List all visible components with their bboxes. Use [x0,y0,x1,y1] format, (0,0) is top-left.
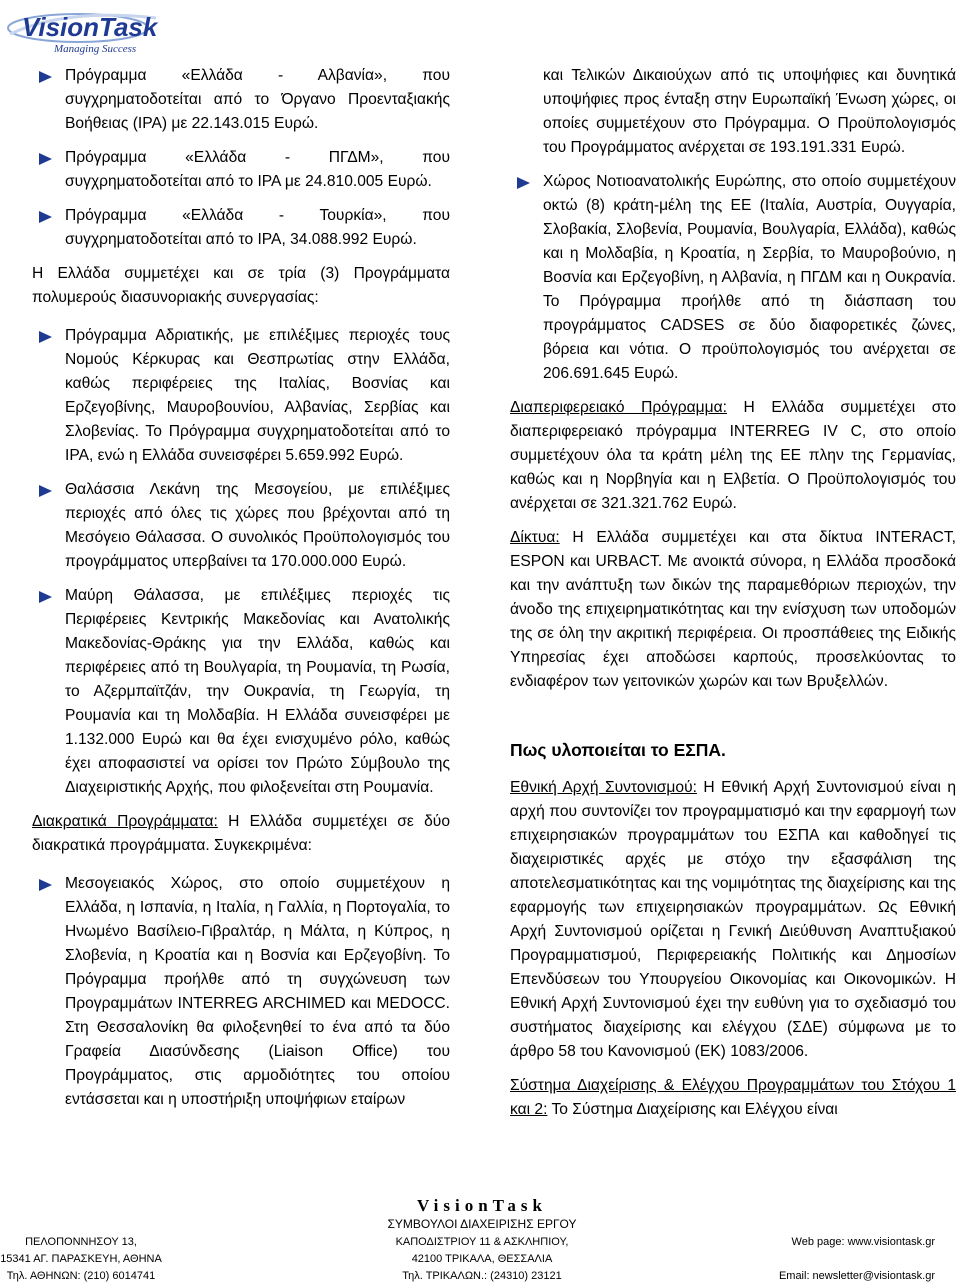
logo-tagline: Managing Success [54,43,137,55]
footer-line: 15341 ΑΓ. ΠΑΡΑΣΚΕΥΗ, ΑΘΗΝΑ [0,1253,162,1265]
section-label: Σύστημα Διαχείρισης & Ελέγχου Προγραμμάτων του Στόχου 1 και 2: [510,1077,956,1118]
footer-brand-subtitle: ΣΥΜΒΟΥΛΟΙ ΔΙΑΧΕΙΡΙΣΗΣ ΕΡΓΟΥ [387,1217,577,1231]
footer-line: ΠΕΛΟΠΟΝΝΗΣΟΥ 13, [25,1236,137,1248]
paragraph: Η Ελλάδα συμμετέχει και σε τρία (3) Προγράμματα πολυμερούς διασυνοριακής συνεργασίας: [32,265,450,306]
arrow-bullet-icon [517,177,530,189]
footer-web: Web page: www.visiontask.gr [791,1236,935,1248]
bullet-text: Μεσογειακός Χώρος, στο οποίο συμμετέχουν η Ελλάδα, η Ισπανία, η Ιταλία, η Γαλλία, η Πορτογαλία, το Ηνωμένο Βασίλειο-Γιβραλτάρ, η Μάλτα, η Κύπρος, η Σλοβενία, η Κροατία και η Βοσνία και Ερζεγοβίνη. Το Πρόγραμμα προήλθε από τη συγχώνευση των Προγραμμάτων INTERREG ARCHIMED και MEDOCC. Στη Θεσσαλονίκη θα φιλοξενηθεί το ένα από τα δύο Γραφεία Διασύνδεσης (Liaison Office) του Προγράμματος, στις αρμοδιότητες του οποίου εντάσσεται και η υποστήριξη υποψήφιων εταίρων [65,875,450,1108]
arrow-bullet-icon [39,879,52,891]
company-logo [6,4,166,62]
paragraph-text: Η Εθνική Αρχή Συντονισμού είναι η αρχή που συντονίζει τον προγραμματισμό και την εφαρμογή των επιχειρησιακών προγραμμάτων του ΕΣΠΑ και καθοδηγεί τις διαχειριστικές αρχές με στόχο την εξασφάλιση της αποτελεσματικότητας και της νομιμότητας της διαχείρισης και της εφαρμογής των επιχειρησιακών προγραμμάτων. Ως Εθνική Αρχή Συντονισμού ορίζεται η Γενική Διεύθυνση Αναπτυξιακού Προγραμματισμού, Περιφερειακής Πολιτικής και Δημοσίων Επενδύσεων του Υπουργείου Οικονομίας και Οικονομικών. Η Εθνική Αρχή Συντονισμού έχει την ευθύνη για το σχεδιασμό του συστήματος διαχείρισης και ελέγχου (ΣΔΕ) σύμφωνα με το άρθρο 58 του Κανονισμού (ΕΚ) 1083/2006. [510,779,956,1060]
bullet-item [32,146,450,194]
paragraph [510,396,956,516]
bullet-item [32,64,450,136]
arrow-bullet-icon [39,211,52,223]
arrow-bullet-icon [39,591,52,603]
section-label: Διαπεριφερειακό Πρόγραμμα: [510,399,727,416]
paragraph [510,776,956,1064]
footer-line: 42100 ΤΡΙΚΑΛΑ, ΘΕΣΣΑΛΙΑ [411,1253,553,1265]
bullet-item [32,324,450,468]
bullet-text: Πρόγραμμα Αδριατικής, με επιλέξιμες περιοχές τους Νομούς Κέρκυρας και Θεσπρωτίας στην Ελλάδα, καθώς περιφέρειες της Ιταλίας, Βοσνίας και Ερζεγοβίνης, Μαυροβουνίου, Αλβανίας, Σερβίας και Σλοβενίας. Το Πρόγραμμα συγχρηματοδοτείται από το IPA, ενώ η Ελλάδα συνεισφέρει 5.659.992 Ευρώ. [65,327,450,464]
section-label: Εθνική Αρχή Συντονισμού: [510,779,697,796]
bullet-item [32,584,450,800]
footer-address-athens [0,1234,162,1285]
footer-line: Τηλ. ΑΘΗΝΩΝ: (210) 6014741 [6,1270,156,1282]
section-label: Δίκτυα: [510,529,560,546]
paragraph [510,1074,956,1122]
arrow-bullet-icon [39,153,52,165]
arrow-bullet-icon [39,485,52,497]
bullet-text: Θαλάσσια Λεκάνη της Μεσογείου, με επιλέξιμες περιοχές από όλες τις χώρες που βρέχονται από τη Μεσόγειο Θάλασσα. Ο συνολικός Προϋπολογισμός του προγράμματος υπερβαίνει τα 170.000.000 Ευρώ. [65,481,450,570]
paragraph-text: Η Ελλάδα συμμετέχει και στα δίκτυα INTERACT, ESPON και URBACT. Με ανοικτά σύνορα, η Ελλάδα προσδοκά και την ανάπτυξη των δικών της παραμεθόριων περιοχών, την άνοδο της επιχειρηματικότητας και την ενίσχυση των υποδομών της σε όλη την ακριτική περιφέρεια. Οι προσπάθειες της Ειδικής Υπηρεσίας έχει αποδώσει καρπούς, προσελκύοντας το ενδιαφέρον των γειτονικών χωρών και των Βρυξελλών. [510,529,956,690]
bullet-text: και Τελικών Δικαιούχων από τις υποψήφιες και δυνητικά υποψήφιες προς ένταξη στην Ευρωπαϊκή Ένωση χώρες, οι οποίες συμμετέχουν στο Πρόγραμμα. Ο Προϋπολογισμός του Προγράμματος ανέρχεται σε 193.191.331 Ευρώ. [543,67,956,156]
page-footer [0,1196,960,1281]
bullet-text: Πρόγραμμα «Ελλάδα - ΠΓΔΜ», που συγχρηματοδοτείται από το IPA με 24.810.005 Ευρώ. [65,149,450,190]
footer-brand [372,1196,592,1232]
right-column [510,64,956,1122]
footer-address-trikala [382,1234,582,1285]
paragraph-text: Η Ελλάδα συμμετέχει σε δύο διακρατικά προγράμματα. Συγκεκριμένα: [32,813,450,854]
logo-text: VisionTask [22,12,158,42]
paragraph-text: Το Σύστημα Διαχείρισης και Ελέγχου είναι [547,1101,838,1118]
bullet-continuation [510,64,956,160]
bullet-item [510,170,956,386]
section-heading: Πως υλοποιείται το ΕΣΠΑ. [510,740,726,760]
footer-line: Τηλ. ΤΡΙΚΑΛΩΝ.: (24310) 23121 [402,1270,562,1282]
section-label: Διακρατικά Προγράμματα: [32,813,218,830]
bullet-text: Πρόγραμμα «Ελλάδα - Αλβανία», που συγχρηματοδοτείται από το Όργανο Προενταξιακής Βοήθειας (IPA) με 22.143.015 Ευρώ. [65,67,450,132]
paragraph [32,810,450,858]
footer-contact [735,1234,935,1285]
left-column [32,64,450,1112]
footer-brand-name: VisionTask [416,1196,547,1215]
bullet-text: Μαύρη Θάλασσα, με επιλέξιμες περιοχές τις Περιφέρειες Κεντρικής Μακεδονίας και Ανατολικής Μακεδονίας-Θράκης για την Ελλάδα, καθώς και περιφέρειες από τη Βουλγαρία, τη Ρουμανία, τη Ρωσία, το Αζερμπαϊτζάν, την Ουκρανία, τη Γεωργία, τη Ρουμανία και τη Μολδαβία. Η Ελλάδα συνεισφέρει με 1.132.000 Ευρώ και θα έχει ενισχυμένο ρόλο, καθώς έχει αποφασιστεί να ορίσει τον Πρώτο Σύμβουλο της Διαχειριστικής Αρχής, που φιλοξενείται στη Ρουμανία. [65,587,450,796]
visiontask-logo-graphic [6,4,166,62]
paragraph-text: Η Ελλάδα συμμετέχει στο διαπεριφερειακό πρόγραμμα INTERREG IV C, στο οποίο συμμετέχουν όλα τα κράτη μέλη της ΕΕ πλην της Γερμανίας, καθώς και η Νορβηγία και η Ελβετία. Ο Προϋπολογισμός του ανέρχεται σε 321.321.762 Ευρώ. [510,399,956,512]
footer-line: ΚΑΠΟΔΙΣΤΡΙΟΥ 11 & ΑΣΚΛΗΠΙΟΥ, [395,1236,569,1248]
bullet-item [32,478,450,574]
bullet-text: Πρόγραμμα «Ελλάδα - Τουρκία», που συγχρηματοδοτείται από το IPA, 34.088.992 Ευρώ. [65,207,450,248]
arrow-bullet-icon [39,71,52,83]
bullet-item [32,204,450,252]
arrow-bullet-icon [39,331,52,343]
bullet-text: Χώρος Νοτιοανατολικής Ευρώπης, στο οποίο συμμετέχουν οκτώ (8) κράτη-μέλη της ΕΕ (Ιταλία, Αυστρία, Ουγγαρία, Σλοβακία, Σλοβενία, Ρουμανία, Βουλγαρία, Ελλάδα), καθώς και η Μολδαβία, η Κροατία, η Σερβία, το Μαυροβούνιο, η Βοσνία και Ερζεγοβίνη, η Αλβανία, η ΠΓΔΜ και η Ουκρανία. Το Πρόγραμμα προήλθε από τη διάσπαση του προγράμματος CADSES σε δύο διαφορετικές ζώνες, βόρεια και νότια. Ο προϋπολογισμός του ανέρχεται σε 206.691.645 Ευρώ. [543,173,956,382]
paragraph [510,526,956,694]
bullet-item [32,872,450,1112]
footer-email: Email: newsletter@visiontask.gr [778,1270,935,1282]
